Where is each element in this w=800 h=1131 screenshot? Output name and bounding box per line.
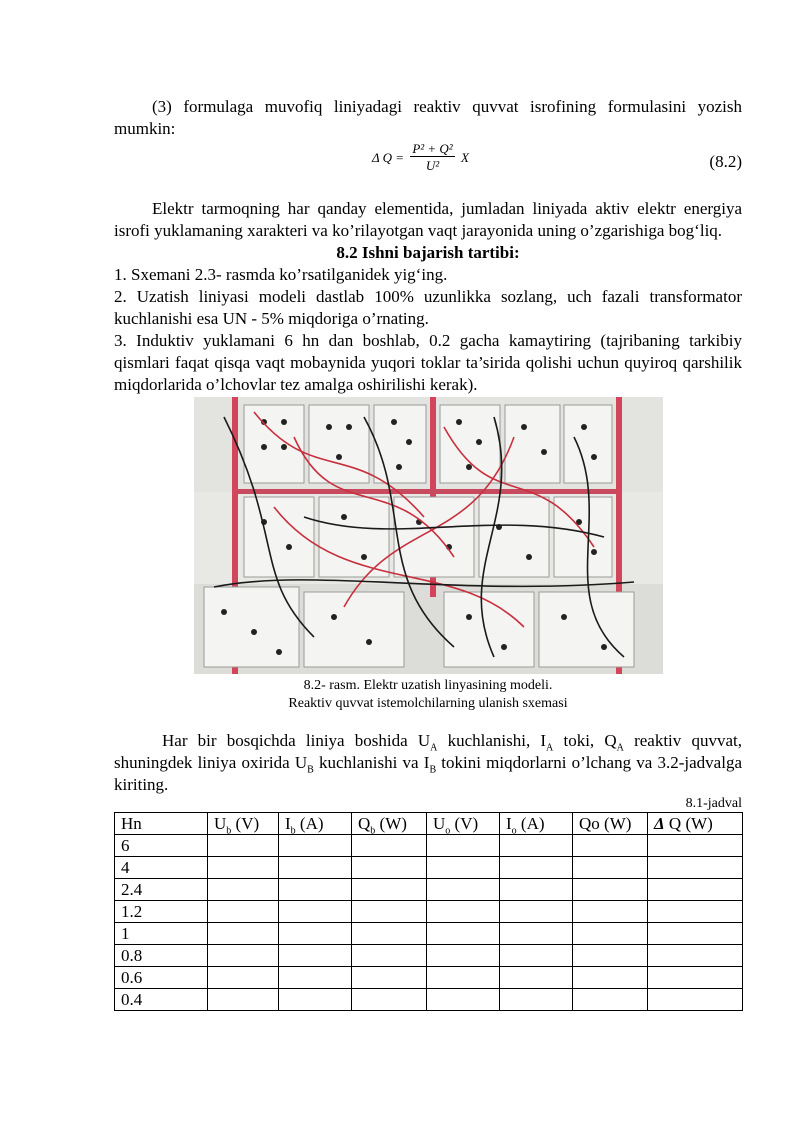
empty-cell: [352, 901, 427, 923]
empty-cell: [648, 945, 743, 967]
table-row: [115, 835, 743, 857]
empty-cell: [352, 967, 427, 989]
empty-cell: [279, 945, 352, 967]
hn-cell: 1.2: [115, 901, 208, 923]
empty-cell: [573, 967, 648, 989]
empty-cell: [208, 923, 279, 945]
header-ib: $I_b$ (A): [279, 813, 352, 835]
empty-cell: [573, 945, 648, 967]
empty-cell: [500, 835, 573, 857]
empty-cell: [279, 879, 352, 901]
document-page: [114, 96, 742, 1011]
table-row: [115, 923, 743, 945]
empty-cell: [648, 901, 743, 923]
empty-cell: [573, 923, 648, 945]
empty-cell: [279, 835, 352, 857]
table-row: [115, 967, 743, 989]
figure-caption-line-1: 8.2- rasm. Elektr uzatish linyasining modeli.: [303, 678, 553, 693]
formula-rhs: X: [460, 149, 469, 165]
header-io: $I_o$ (A): [500, 813, 573, 835]
paragraph-measurements: Har bir bosqichda liniya boshida $U_A$ kuchlanishi, $I_A$ toki, $Q_A$ reaktiv quvvat, shuningdek liniya oxirida $U_B$ kuchlanishi va $I_B$ tokini miqdorlarni o’lchang va 3.2-jadvalga kiriting.: [114, 731, 742, 794]
hn-cell: 1: [115, 923, 208, 945]
empty-cell: [427, 901, 500, 923]
formula-fraction: [410, 142, 454, 172]
empty-cell: [208, 967, 279, 989]
empty-cell: [279, 901, 352, 923]
lab-stand-photo: [194, 397, 663, 674]
header-uo: $U_o$ (V): [427, 813, 500, 835]
hn-cell: 0.6: [115, 967, 208, 989]
hn-cell: 2.4: [115, 879, 208, 901]
table-row: [115, 857, 743, 879]
empty-cell: [352, 923, 427, 945]
empty-cell: [573, 857, 648, 879]
empty-cell: [427, 857, 500, 879]
empty-cell: [279, 989, 352, 1011]
hn-cell: 0.4: [115, 989, 208, 1011]
empty-cell: [427, 879, 500, 901]
table-caption: 8.1-jadval: [685, 796, 742, 811]
table-row: [115, 945, 743, 967]
empty-cell: [208, 857, 279, 879]
empty-cell: [648, 923, 743, 945]
empty-cell: [427, 967, 500, 989]
empty-cell: [352, 945, 427, 967]
empty-cell: [500, 923, 573, 945]
empty-cell: [500, 879, 573, 901]
empty-cell: [573, 901, 648, 923]
header-ub: $U_b$ (V): [208, 813, 279, 835]
table-row: [115, 989, 743, 1011]
hn-cell: 4: [115, 857, 208, 879]
empty-cell: [208, 901, 279, 923]
hn-cell: 6: [115, 835, 208, 857]
empty-cell: [352, 989, 427, 1011]
table-row: [115, 901, 743, 923]
empty-cell: [352, 835, 427, 857]
empty-cell: [500, 967, 573, 989]
empty-cell: [427, 923, 500, 945]
empty-cell: [500, 945, 573, 967]
header-qo: Qo (W): [573, 813, 648, 835]
header-qb: $Q_b$ (W): [352, 813, 427, 835]
empty-cell: [427, 989, 500, 1011]
header-hn: Hn: [115, 813, 208, 835]
empty-cell: [500, 857, 573, 879]
empty-cell: [648, 835, 743, 857]
empty-cell: [208, 879, 279, 901]
empty-cell: [208, 835, 279, 857]
figure-caption-line-2: Reaktiv quvvat istemolchilarning ulanish sxemasi: [288, 696, 568, 711]
empty-cell: [648, 967, 743, 989]
empty-cell: [279, 857, 352, 879]
reactive-loss-formula: [372, 142, 469, 172]
intro-paragraph: (3) formulaga muvofiq liniyadagi reaktiv quvvat isrofining formulasini yozish mumkin:: [114, 97, 742, 138]
empty-cell: [573, 879, 648, 901]
step-2: 2. Uzatish liniyasi modeli dastlab 100% uzunlikka sozlang, uch fazali transformator kuchlanishi esa UN - 5% miqdoriga o’rnating.: [114, 287, 742, 328]
table-header-row: [115, 813, 743, 835]
empty-cell: [279, 967, 352, 989]
formula-lhs: Δ Q =: [372, 149, 405, 165]
empty-cell: [427, 835, 500, 857]
step-3: 3. Induktiv yuklamani 6 hn dan boshlab, 0.2 gacha kamaytiring (tajribaning tarkibiy qismlari faqat qisqa vaqt mobaynida yuqori toklar ta’sirida qolishi uchun quyiroq qarshilik miqdorlarida o’lchovlar tez amalga oshirilishi kerak).: [114, 331, 742, 394]
formula-denominator: U²: [425, 158, 440, 173]
empty-cell: [352, 857, 427, 879]
hn-cell: 0.8: [115, 945, 208, 967]
formula-numerator: P² + Q²: [412, 141, 453, 156]
empty-cell: [427, 945, 500, 967]
empty-cell: [208, 945, 279, 967]
empty-cell: [279, 923, 352, 945]
empty-cell: [648, 879, 743, 901]
empty-cell: [648, 857, 743, 879]
empty-cell: [352, 879, 427, 901]
empty-cell: [500, 901, 573, 923]
measurement-table: [114, 812, 743, 1011]
empty-cell: [500, 989, 573, 1011]
equation-number: (8.2): [709, 152, 742, 171]
paragraph-losses: Elektr tarmoqning har qanday elementida, jumladan liniyada aktiv elektr energiya isrofi yuklamaning xarakteri va ko’rilayotgan vaqt jarayonida uning o’zgarishiga bog‘liq.: [114, 199, 742, 240]
formula-row: [114, 142, 742, 194]
table-row: [115, 879, 743, 901]
section-heading: 8.2 Ishni bajarish tartibi:: [336, 243, 520, 262]
empty-cell: [208, 989, 279, 1011]
empty-cell: [573, 835, 648, 857]
figure-caption: [114, 677, 742, 713]
empty-cell: [573, 989, 648, 1011]
step-1: 1. Sxemani 2.3- rasmda ko’rsatilganidek yig‘ing.: [114, 265, 448, 284]
header-delta-q: Δ Q (W): [648, 813, 743, 835]
empty-cell: [648, 989, 743, 1011]
